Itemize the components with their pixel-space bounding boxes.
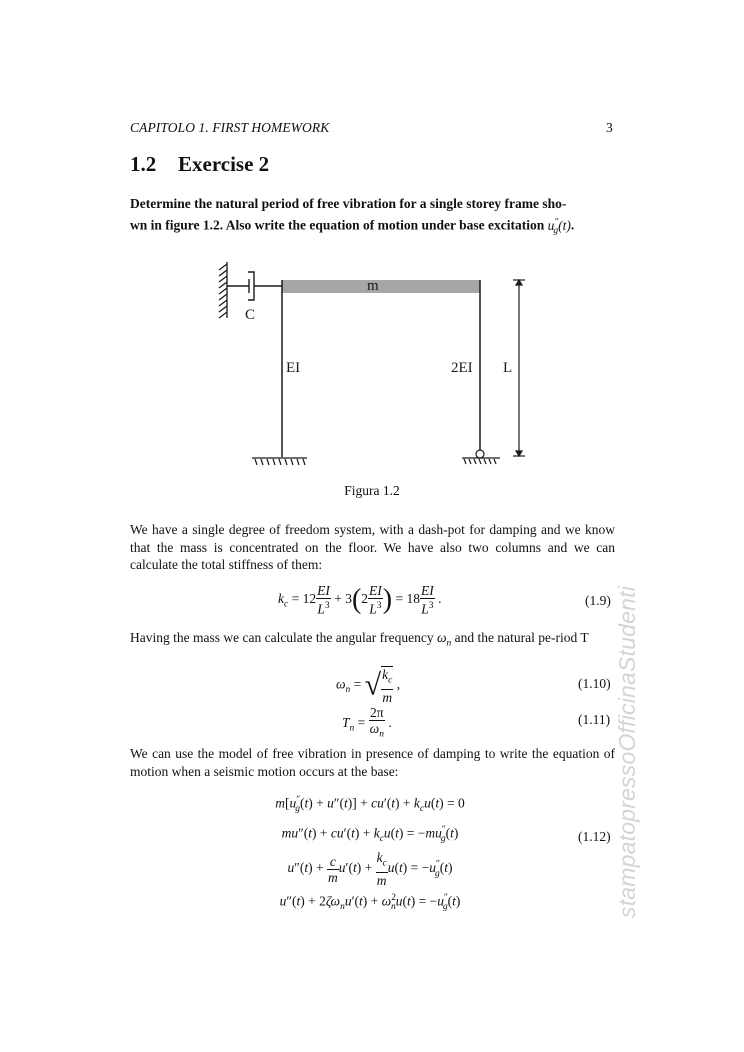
task-line-2: wn in figure 1.2. Also write the equation of motion under base excitation — [130, 217, 548, 233]
eq-omega-sub: n — [345, 685, 351, 696]
frac-den: L — [369, 601, 377, 617]
paragraph-frequency — [130, 629, 615, 653]
frac-pow: 3 — [376, 601, 382, 611]
left-column-label: EI — [286, 360, 301, 376]
dashpot-damper — [227, 272, 282, 300]
height-dimension — [513, 280, 525, 456]
frac-den: ω — [369, 721, 380, 736]
excitation-symbol: $u''_g(t)$ — [547, 217, 571, 237]
pinned-support — [462, 450, 500, 464]
fraction — [368, 583, 383, 617]
equation-1-11: $T_n$ = $\frac{2\pi}{\omega_n}$ . — [342, 705, 392, 743]
task-period: . — [570, 217, 575, 233]
mass-label: m — [367, 278, 379, 294]
eq-omega: ω — [336, 676, 346, 692]
eq-coef-2: 2 — [361, 590, 369, 606]
watermark: stampatopressoOfficinaStudenti — [614, 585, 640, 918]
equation-1-9: $k_c = 12$ $\frac{EI}{L^3}$ + 3(2 $\frac{EI}{L^3}$ ) = 18 $\frac{EI}{L^3}$ . — [278, 583, 442, 617]
paragraph-stiffness: We have a single degree of freedom system, with a dash-pot for damping and we know that the mass is concentrated on the floor. We have also two columns and we can calculate the total stiffness of them: — [130, 522, 615, 572]
page-number: 3 — [606, 120, 613, 135]
eq-kc: k — [278, 590, 284, 606]
fraction — [316, 583, 331, 617]
right-column-label: 2EI — [451, 360, 473, 376]
paragraph-motion: We can use the model of free vibration in presence of damping to write the equation of motion when a seismic motion occurs at the base: — [130, 746, 615, 779]
figure-caption: Figura 1.2 — [344, 483, 400, 498]
fraction — [369, 705, 385, 743]
frac-num: EI — [421, 583, 434, 598]
eq-1-12-line-4: $u''(t) + 2\zeta\omega_nu'(t) + \omega^2_nu(t) = -u''_g(t)$ — [279, 893, 461, 913]
equation-1-12 — [255, 790, 485, 918]
task-line-1: Determine the natural period of free vibration for a single storey frame sho- — [130, 196, 567, 211]
frac-den-sub: n — [379, 729, 384, 740]
omega-symbol: ω — [437, 630, 447, 645]
square-root: √ $\frac{k_c}{m}$ — [364, 667, 393, 705]
eq-1-12-line-2: $mu''(t) + cu'(t) + k_cu(t) = -mu''_g(t)$ — [281, 825, 459, 845]
eq-coef-12: 12 — [302, 590, 317, 606]
fixed-support — [252, 458, 307, 465]
frac-den: L — [317, 601, 325, 617]
eq-T: T — [342, 714, 350, 730]
section-number: 1.2 — [130, 152, 157, 176]
running-header: CAPITOLO 1. FIRST HOMEWORK — [130, 120, 330, 135]
equation-number: (1.9) — [585, 593, 611, 608]
frac-den: m — [382, 689, 393, 705]
height-label: L — [503, 360, 513, 376]
frac-pow: 3 — [428, 601, 434, 611]
equation-1-10: $\omega_n$ = √ $\frac{k_c}{m}$ , — [336, 667, 401, 705]
p2-text-a: Having the mass we can calculate the angular frequency — [130, 630, 437, 645]
eq-T-sub: n — [349, 723, 355, 734]
section-title: Exercise 2 — [178, 152, 270, 176]
left-wall-support — [219, 262, 227, 318]
fraction — [420, 583, 435, 617]
p2-text-b: and the natural pe-riod T — [451, 630, 589, 645]
frac-num: EI — [369, 583, 382, 598]
eq-1-12-line-1: $m[u''_g(t) + u''(t)] + cu'(t) + k_cu(t) = 0$ — [275, 795, 465, 815]
eq-1-12-line-3: u″(t) + $\frac{c}{m}$ u′(t) + $\frac{k_c}{m}$ $u(t) = -u''_g(t)$ — [287, 850, 453, 889]
task-statement — [130, 194, 615, 241]
damper-label: C — [245, 307, 256, 323]
equation-number: (1.12) — [578, 829, 611, 844]
eq-coef-18: 18 — [406, 590, 420, 606]
frac-pow: 3 — [324, 601, 330, 611]
eq-coef-3: 3 — [345, 590, 352, 606]
frac-num: k — [382, 667, 389, 682]
floor-beam — [282, 280, 480, 293]
section-heading — [130, 152, 269, 177]
equation-number: (1.10) — [578, 676, 611, 691]
frac-num: EI — [317, 583, 330, 598]
frac-den: L — [421, 601, 429, 617]
frac-num-sub: c — [388, 675, 393, 686]
frac-num: 2π — [370, 705, 384, 720]
equation-number: (1.11) — [578, 712, 611, 727]
frame-diagram — [200, 250, 540, 480]
eq-kc-sub: c — [284, 599, 289, 610]
omega-sub: n — [446, 638, 452, 649]
